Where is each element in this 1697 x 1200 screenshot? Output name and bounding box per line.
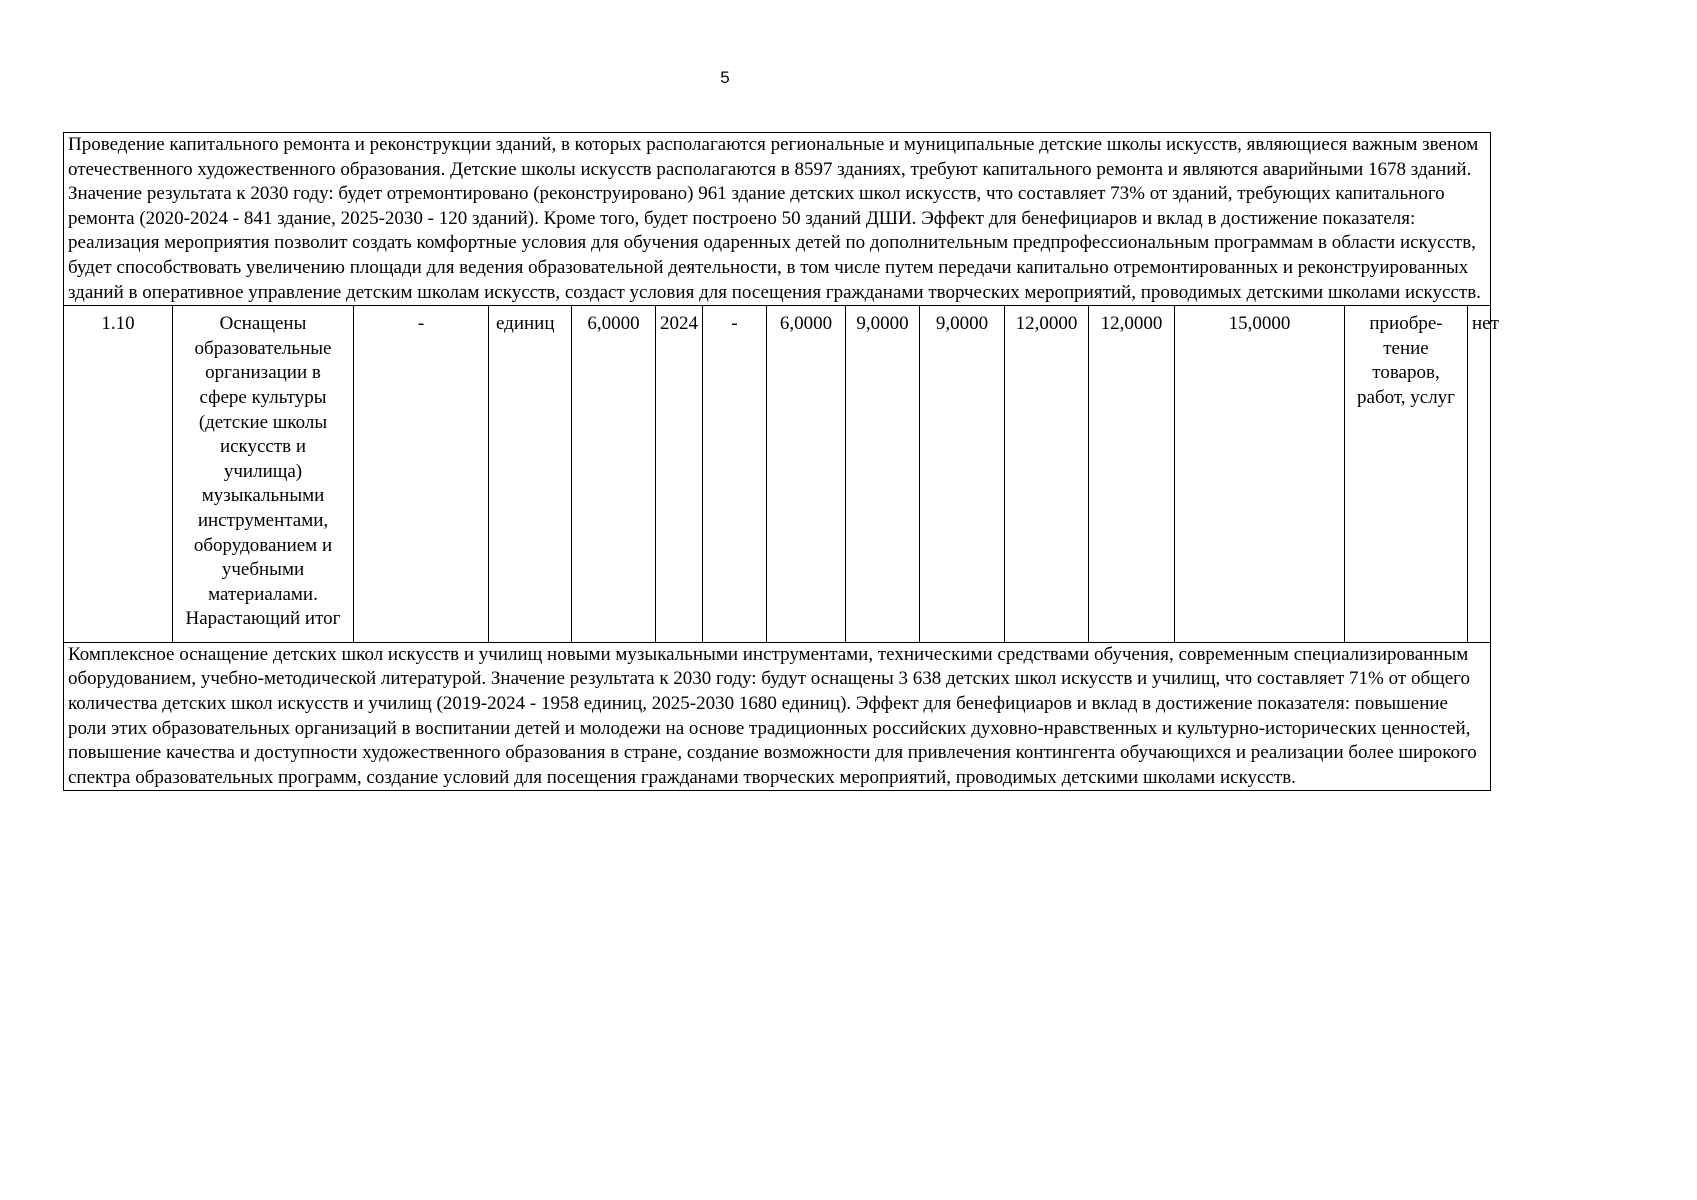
unit-of-measure: единиц [489,306,572,643]
top-description-row [64,133,1491,306]
last-column-value: нет [1468,306,1491,643]
col7-value: - [703,306,767,643]
value-5: 12,0000 [1089,306,1175,643]
value-3: 9,0000 [920,306,1005,643]
bottom-description-row [64,642,1491,791]
row-number: 1.10 [64,306,173,643]
col3-value: - [354,306,489,643]
base-value: 6,0000 [572,306,656,643]
result-name: Оснащены образовательные организации в сфере культуры (детские школы искусств и училища) музыкальными инструментами, оборудованием и учебными материалами. Нарастающий итог [173,306,354,643]
results-table [63,132,1499,791]
bottom-description-text: Комплексное оснащение детских школ искусств и училищ новыми музыкальными инструментами, техническими средствами обучения, современным специализированным оборудованием, учебно-методической литературой. Значение результата к 2030 году: будут оснащены 3 638 детских школ искусств и училищ, что составляет 71% от общего количества детских школ искусств и училищ (2019-2024 - 1958 единиц, 2025-2030 1680 единиц). Эффект для бенефициаров и вклад в достижение показателя: повышение роли этих образовательных организаций в воспитании детей и молодежи на основе традиционных российских духовно-нравственных и культурно-исторических ценностей, повышение качества и доступности художественного образования в стране, создание возможности для привлечения контингента обучающихся и реализации более широкого спектра образовательных программ, создание условий для посещения гражданами творческих мероприятий, проводимых детскими школами искусств. [64,642,1491,791]
page-number: 5 [720,68,730,87]
result-type: приобре-тение товаров, работ, услуг [1345,306,1468,643]
base-year: 2024 [656,306,703,643]
table-row [64,306,1491,643]
value-1: 6,0000 [767,306,846,643]
value-4: 12,0000 [1005,306,1089,643]
value-2: 9,0000 [846,306,920,643]
value-6: 15,0000 [1175,306,1345,643]
top-description-text: Проведение капитального ремонта и реконструкции зданий, в которых располагаются региональные и муниципальные детские школы искусств, являющиеся важным звеном отечественного художественного образования. Детские школы искусств располагаются в 8597 зданиях, требуют капитального ремонта и являются аварийными 1678 зданий. Значение результата к 2030 году: будет отремонтировано (реконструировано) 961 здание детских школ искусств, что составляет 73% от зданий, требующих капитального ремонта (2020-2024 - 841 здание, 2025-2030 - 120 зданий). Кроме того, будет построено 50 зданий ДШИ. Эффект для бенефициаров и вклад в достижение показателя: реализация мероприятия позволит создать комфортные условия для обучения одаренных детей по дополнительным предпрофессиональным программам в области искусств, будет способствовать увеличению площади для ведения образовательной деятельности, в том числе путем передачи капитально отремонтированных и реконструированных зданий в оперативное управление детским школам искусств, создаст условия для посещения гражданами творческих мероприятий, проводимых детскими школами искусств. [64,133,1491,306]
